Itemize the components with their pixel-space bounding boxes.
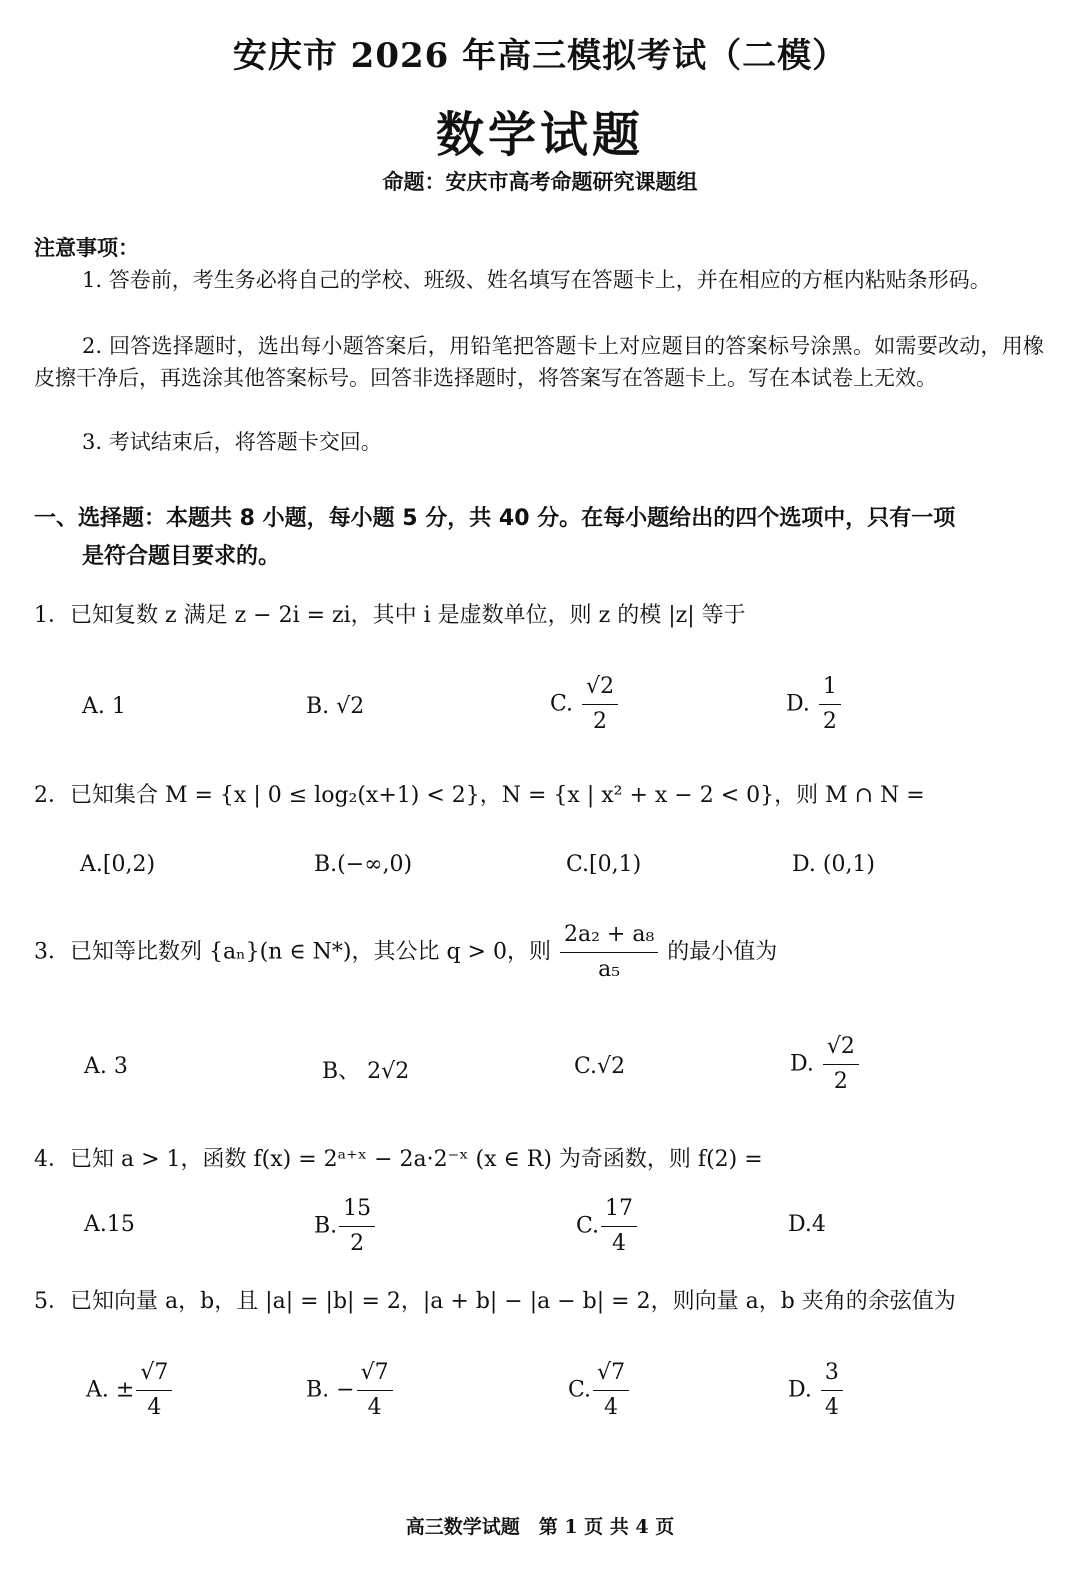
q1-option-b: B. √2: [306, 694, 365, 719]
fraction: $\frac{√2}{2}$: [582, 672, 618, 737]
q1-option-a: A. 1: [82, 694, 126, 719]
fraction: $\frac{1}{2}$: [819, 672, 841, 737]
notice-heading: 注意事项：: [34, 235, 139, 260]
q1-option-c: C. $\frac{√2}{2}$: [550, 672, 620, 737]
question-5-stem: 5．已知向量 a，b，且 |a| = |b| = 2，|a + b| − |a − b| = 2，则向量 a，b 夹角的余弦值为: [34, 1289, 956, 1314]
q5-option-a: A. ± $\frac{√7}{4}$: [86, 1358, 174, 1423]
notice-item-1: 1. 答卷前，考生务必将自己的学校、班级、姓名填写在答题卡上，并在相应的方框内粘贴条形码。: [82, 268, 991, 292]
q2-option-d: D. (0,1): [792, 852, 876, 877]
q2-option-c: C.[0,1): [566, 852, 642, 877]
q5-option-b: B. − $\frac{√7}{4}$: [306, 1358, 395, 1423]
q3-option-b: B、 2√2: [322, 1059, 410, 1084]
q4-option-c: C. $\frac{17}{4}$: [576, 1194, 639, 1259]
question-1-stem: 1．已知复数 z 满足 z − 2i = zi，其中 i 是虚数单位，则 z 的模 |z| 等于: [34, 603, 746, 628]
q3-option-c: C.√2: [574, 1054, 626, 1079]
q3-option-a: A. 3: [84, 1054, 128, 1079]
q2-option-a: A.[0,2): [80, 852, 156, 877]
q1-option-d: D. $\frac{1}{2}$: [786, 672, 843, 737]
q3-option-d: D. $\frac{√2}{2}$: [790, 1032, 861, 1097]
fraction: $\frac{3}{4}$: [821, 1358, 843, 1423]
q5-option-d: D. $\frac{3}{4}$: [788, 1358, 845, 1423]
notice-item-3: 3. 考试结束后，将答题卡交回。: [82, 430, 382, 454]
q4-option-b: B. $\frac{15}{2}$: [314, 1194, 377, 1259]
q5-option-c: C. $\frac{√7}{4}$: [568, 1358, 631, 1423]
question-4-stem: 4．已知 a > 1，函数 f(x) = 2ᵃ⁺ˣ − 2a·2⁻ˣ (x ∈ R) 为奇函数，则 f(2) =: [34, 1147, 763, 1172]
q2-option-b: B.(−∞,0): [314, 852, 413, 877]
fraction: $\frac{√7}{4}$: [357, 1358, 393, 1423]
fraction: $\frac{√7}{4}$: [593, 1358, 629, 1423]
subject-title: 数学试题: [435, 107, 644, 163]
fraction: $\frac{17}{4}$: [601, 1194, 637, 1259]
author-line: 命题：安庆市高考命题研究课题组: [382, 169, 698, 194]
fraction: $\frac{15}{2}$: [339, 1194, 375, 1259]
question-2-stem: 2．已知集合 M = {x | 0 ≤ log₂(x+1) < 2}，N = {x | x² + x − 2 < 0}，则 M ∩ N =: [34, 783, 925, 808]
q4-option-a: A.15: [84, 1212, 135, 1237]
q4-option-d: D.4: [788, 1212, 826, 1237]
fraction: $\frac{\text{2a₂ + a₈}}{\text{a₅}}$: [560, 920, 658, 985]
section-heading: 一、选择题：本题共 8 小题，每小题 5 分，共 40 分。在每小题给出的四个选项中，只有一项 是符合题目要求的。: [34, 506, 956, 569]
fraction: $\frac{√2}{2}$: [823, 1032, 859, 1097]
page-footer: 高三数学试题 第 1 页 共 4 页: [405, 1516, 675, 1538]
question-3-stem: 3．已知等比数列 {aₙ}(n ∈ N*)，其公比 q > 0，则 $\frac{\text{2a₂ + a₈}}{\text{a₅}}$ 的最小值为: [34, 920, 777, 985]
fraction: $\frac{√7}{4}$: [136, 1358, 172, 1423]
notice-item-2: 2. 回答选择题时，选出每小题答案后，用铅笔把答题卡上对应题目的答案标号涂黑。如需要改动，用橡皮擦干净后，再选涂其他答案标号。回答非选择题时，将答案写在答题卡上。写在本试卷上无效。: [34, 334, 1044, 390]
exam-title: 安庆市 2026 年高三模拟考试（二模）: [232, 36, 848, 76]
